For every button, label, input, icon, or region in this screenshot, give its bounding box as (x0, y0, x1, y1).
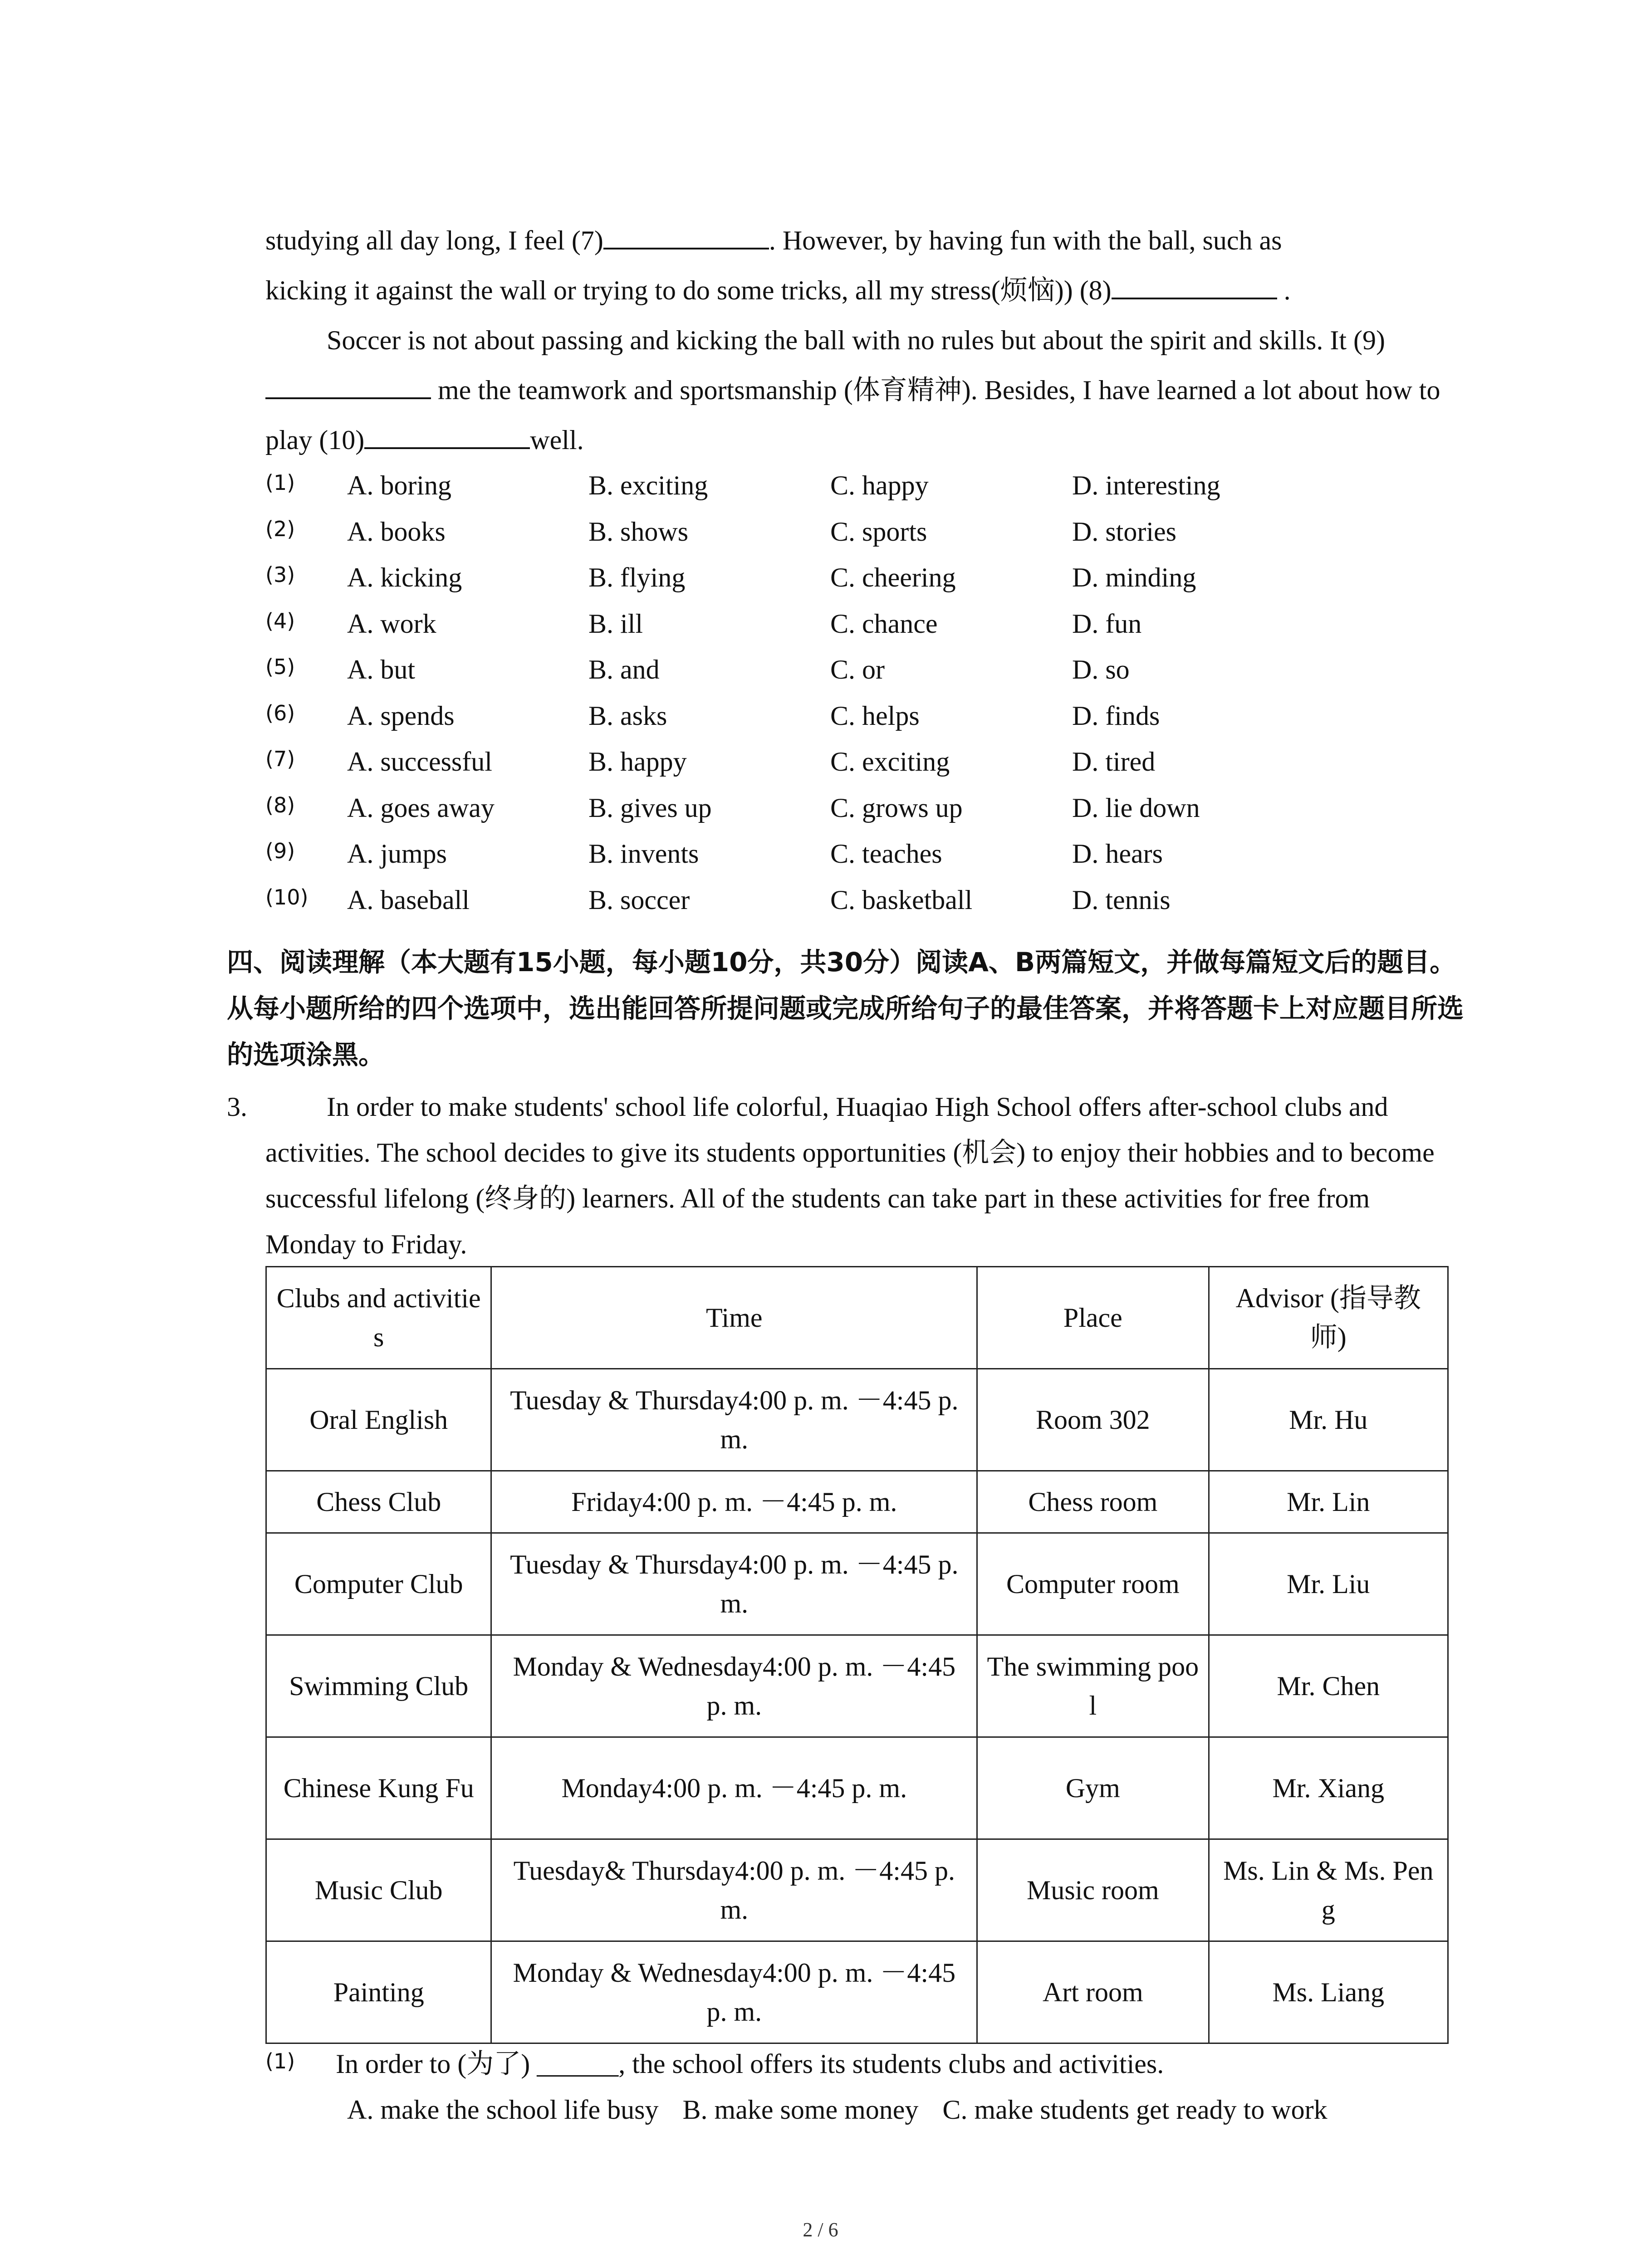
table-cell: Monday & Wednesday4:00 p. m. －4:45 p. m. (491, 1635, 977, 1737)
table-cell: Swimming Club (266, 1635, 491, 1737)
table-cell: Oral English (266, 1369, 491, 1471)
sub-question-number: (1) (265, 2049, 295, 2073)
answer-blank-8 (1112, 272, 1277, 299)
option-d[interactable]: D. stories (1072, 516, 1176, 547)
table-cell: Music room (977, 1839, 1209, 1941)
table-cell: Room 302 (977, 1369, 1209, 1471)
option-row (265, 739, 1463, 785)
question-number: 3. (227, 1092, 247, 1122)
table-cell: Mr. Hu (1209, 1369, 1448, 1471)
option-d[interactable]: D. interesting (1072, 470, 1220, 500)
passage-line1-start: studying all day long, I feel (7) (265, 225, 603, 255)
table-cell: Tuesday& Thursday4:00 p. m. －4:45 p. m. (491, 1839, 977, 1941)
option-d[interactable]: D. minding (1072, 562, 1196, 592)
table-header-row (266, 1267, 1448, 1369)
passage-para2-end: well. (530, 425, 584, 455)
option-number: (6) (265, 700, 295, 725)
option-d[interactable]: D. so (1072, 655, 1130, 684)
option-d[interactable]: D. tennis (1072, 885, 1171, 915)
option-b[interactable]: B. soccer (588, 885, 690, 915)
passage-paragraph-1 (265, 215, 1463, 315)
option-row (265, 509, 1463, 555)
option-c[interactable]: C. teaches (830, 839, 942, 869)
table-row (266, 1369, 1448, 1471)
sub-question-choices (347, 2087, 1345, 2133)
option-a[interactable]: A. boring (347, 470, 451, 500)
option-a[interactable]: A. kicking (347, 562, 462, 592)
table-cell: Art room (977, 1941, 1209, 2043)
option-number: (9) (265, 839, 295, 863)
option-b[interactable]: B. gives up (588, 792, 712, 823)
option-number: (8) (265, 792, 295, 817)
table-cell: Ms. Liang (1209, 1941, 1448, 2043)
table-cell: Friday4:00 p. m. －4:45 p. m. (491, 1471, 977, 1533)
table-row (266, 1471, 1448, 1533)
option-row (265, 877, 1463, 924)
option-row (265, 463, 1463, 509)
passage-para2-start: Soccer is not about passing and kicking the ball with no rules but about the spirit and skills. It (9) (327, 325, 1385, 355)
option-c[interactable]: C. cheering (830, 562, 956, 592)
option-b[interactable]: B. happy (588, 747, 687, 777)
table-cell: Tuesday & Thursday4:00 p. m. －4:45 p. m. (491, 1533, 977, 1635)
choice-c[interactable]: C. make students get ready to work (942, 2095, 1327, 2125)
table-cell: Mr. Liu (1209, 1533, 1448, 1635)
table-header-cell: Place (977, 1267, 1209, 1369)
option-d[interactable]: D. lie down (1072, 792, 1200, 823)
option-c[interactable]: C. or (830, 655, 885, 684)
option-c[interactable]: C. happy (830, 470, 929, 500)
choice-a[interactable]: A. make the school life busy (347, 2095, 659, 2125)
option-c[interactable]: C. basketball (830, 885, 973, 915)
choice-b[interactable]: B. make some money (682, 2095, 919, 2125)
option-b[interactable]: B. invents (588, 839, 699, 869)
option-a[interactable]: A. spends (347, 700, 455, 731)
section-heading: 四、阅读理解（本大题有15小题，每小题10分，共30分）阅读A、B两篇短文，并做每篇短文后的题目。从每小题所给的四个选项中，选出能回答所提问题或完成所给句子的最佳答案，并将答题卡上对应题目所选的选项涂黑。 (227, 947, 1464, 1070)
sub-question-stem: In order to (为了) ______, the school offers its students clubs and activities. (336, 2049, 1164, 2079)
passage-line2-start: kicking it against the wall or trying to do some tricks, all my stress(烦恼)) (8) (265, 275, 1112, 305)
option-b[interactable]: B. asks (588, 700, 667, 731)
option-a[interactable]: A. jumps (347, 839, 447, 869)
table-cell: Monday & Wednesday4:00 p. m. －4:45 p. m. (491, 1941, 977, 2043)
table-row (266, 1533, 1448, 1635)
option-a[interactable]: A. but (347, 655, 415, 684)
option-b[interactable]: B. shows (588, 516, 689, 547)
table-cell: Chess Club (266, 1471, 491, 1533)
option-d[interactable]: D. hears (1072, 839, 1163, 869)
option-a[interactable]: A. goes away (347, 792, 495, 823)
option-number: (5) (265, 655, 295, 679)
option-c[interactable]: C. helps (830, 700, 920, 731)
answer-blank-10 (364, 422, 530, 449)
option-c[interactable]: C. sports (830, 516, 927, 547)
table-cell: Mr. Chen (1209, 1635, 1448, 1737)
table-cell: Music Club (266, 1839, 491, 1941)
table-cell: Ms. Lin & Ms. Peng (1209, 1839, 1448, 1941)
option-b[interactable]: B. and (588, 655, 660, 684)
option-number: (2) (265, 516, 295, 541)
passage-line1-end: . However, by having fun with the ball, such as (769, 225, 1282, 255)
table-cell: The swimming pool (977, 1635, 1209, 1737)
table-cell: Chess room (977, 1471, 1209, 1533)
option-a[interactable]: A. baseball (347, 885, 470, 915)
table-cell: Painting (266, 1941, 491, 2043)
option-d[interactable]: D. fun (1072, 608, 1142, 639)
option-d[interactable]: D. tired (1072, 747, 1156, 777)
option-a[interactable]: A. work (347, 608, 436, 639)
table-cell: Mr. Xiang (1209, 1737, 1448, 1839)
answer-blank-9 (265, 372, 431, 399)
passage-para2-mid: me the teamwork and sportsmanship (体育精神). Besides, I have learned a lot about how to play (10) (265, 375, 1440, 455)
option-number: (10) (265, 885, 309, 909)
option-row (265, 831, 1463, 877)
option-row (265, 555, 1463, 601)
table-cell: Tuesday & Thursday4:00 p. m. －4:45 p. m. (491, 1369, 977, 1471)
table-cell: Computer room (977, 1533, 1209, 1635)
option-row (265, 601, 1463, 647)
question-3 (227, 1084, 1461, 1267)
option-c[interactable]: C. grows up (830, 792, 963, 823)
table-row (266, 1635, 1448, 1737)
option-number: (7) (265, 747, 295, 771)
option-b[interactable]: B. exciting (588, 470, 708, 500)
option-row (265, 693, 1463, 739)
option-b[interactable]: B. ill (588, 608, 643, 639)
table-cell: Monday4:00 p. m. －4:45 p. m. (491, 1737, 977, 1839)
answer-blank-7 (603, 222, 769, 249)
passage-paragraph-2 (265, 315, 1463, 465)
option-c[interactable]: C. exciting (830, 747, 950, 777)
table-header-cell: Time (491, 1267, 977, 1369)
option-number: (3) (265, 562, 295, 587)
option-a[interactable]: A. books (347, 516, 446, 547)
option-b[interactable]: B. flying (588, 562, 686, 592)
passage-line2-end: . (1277, 275, 1291, 305)
option-d[interactable]: D. finds (1072, 700, 1160, 731)
table-header-cell: Advisor (指导教师) (1209, 1267, 1448, 1369)
page-number: 2 / 6 (803, 2219, 838, 2241)
table-row (266, 1839, 1448, 1941)
option-a[interactable]: A. successful (347, 747, 492, 777)
clubs-table (265, 1266, 1449, 2044)
option-row (265, 785, 1463, 831)
table-row (266, 1737, 1448, 1839)
option-row (265, 647, 1463, 693)
table-cell: Mr. Lin (1209, 1471, 1448, 1533)
option-number: (4) (265, 608, 295, 633)
option-number: (1) (265, 470, 295, 495)
option-c[interactable]: C. chance (830, 608, 938, 639)
table-header-cell: Clubs and activities (266, 1267, 491, 1369)
table-cell: Computer Club (266, 1533, 491, 1635)
table-cell: Gym (977, 1737, 1209, 1839)
table-row (266, 1941, 1448, 2043)
question-3-text: In order to make students' school life colorful, Huaqiao High School offers after-school clubs and activities. The school decides to give its students opportunities (机会) to enjoy their hobbies and to become successful lifelong (终身的) learners. All of the students can take part in these activities for free from Monday to Friday. (265, 1092, 1435, 1259)
cloze-options (265, 463, 1463, 923)
table-cell: Chinese Kung Fu (266, 1737, 491, 1839)
